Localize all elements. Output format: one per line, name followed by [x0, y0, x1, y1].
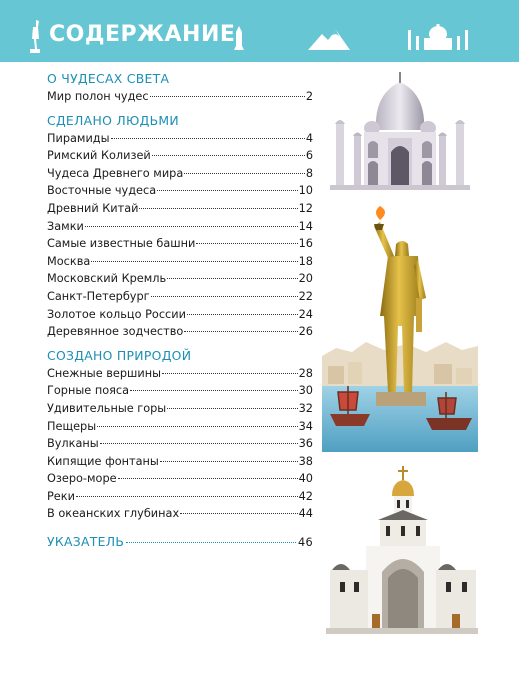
section-title: СОЗДАНО ПРИРОДОЙ	[47, 347, 192, 363]
toc-entry-label: Санкт-Петербург	[47, 289, 150, 303]
toc-entry[interactable]	[47, 418, 313, 436]
table-of-contents	[47, 70, 313, 551]
toc-entry-page: 34	[298, 419, 313, 433]
dot-leader	[97, 426, 297, 427]
toc-entry[interactable]	[47, 288, 313, 306]
toc-entry-label: Мир полон чудес	[47, 90, 149, 103]
toc-entry[interactable]	[47, 382, 313, 400]
toc-entry-label: Римский Колизей	[47, 149, 151, 163]
colossus-of-rhodes-illustration	[322, 206, 478, 452]
toc-entry-label: Самые известные башни	[47, 237, 196, 251]
toc-entry-page: 30	[298, 384, 313, 398]
toc-entry[interactable]	[47, 323, 313, 341]
toc-entry-label: Пирамиды	[47, 131, 110, 145]
toc-entry-label: Восточные чудеса	[47, 184, 157, 198]
toc-entry-page: 44	[298, 507, 313, 521]
dot-leader	[111, 138, 305, 139]
toc-entry[interactable]	[47, 88, 313, 106]
toc-entry-label: Пещеры	[47, 419, 97, 433]
toc-entry-page: 36	[298, 437, 313, 451]
toc-entry-label: Московский Кремль	[47, 272, 167, 286]
toc-entry[interactable]	[47, 165, 313, 183]
toc-entry[interactable]	[47, 400, 313, 418]
mountain-icon	[308, 28, 350, 50]
toc-entry-label: Кипящие фонтаны	[47, 454, 159, 468]
section-title: СДЕЛАНО ЛЮДЬМИ	[47, 112, 179, 128]
toc-entry-page: 40	[298, 472, 313, 486]
toc-entry-label: Горные пояса	[47, 384, 130, 398]
dot-leader	[100, 443, 298, 444]
dot-leader	[184, 173, 305, 174]
toc-entry-label: Озеро-море	[47, 472, 117, 486]
toc-entry-page: 32	[298, 401, 313, 415]
toc-entry[interactable]	[47, 306, 313, 324]
toc-entry-page: 22	[298, 289, 313, 303]
index-page: 46	[298, 536, 313, 550]
section-title: О ЧУДЕСАХ СВЕТА	[47, 71, 170, 86]
toc-entry-page: 10	[298, 184, 313, 198]
dot-leader	[167, 278, 298, 279]
toc-entry-page: 4	[305, 131, 313, 145]
toc-entry[interactable]	[47, 147, 313, 165]
toc-entry-label: В океанских глубинах	[47, 507, 180, 521]
toc-entry-page: 38	[298, 454, 313, 468]
toc-entry-page: 2	[305, 90, 313, 103]
golden-gate-vladimir-illustration	[326, 466, 478, 634]
dot-leader	[150, 96, 305, 97]
toc-entry[interactable]	[47, 453, 313, 471]
page-title: СОДЕРЖАНИЕ	[49, 22, 236, 47]
toc-entry-label: Вулканы	[47, 437, 99, 451]
dot-leader	[118, 478, 298, 479]
index-label: УКАЗАТЕЛЬ	[47, 534, 125, 550]
dot-leader	[187, 314, 298, 315]
toc-entry-page: 14	[298, 219, 313, 233]
dot-leader	[130, 390, 298, 391]
dot-leader	[76, 496, 298, 497]
toc-entry[interactable]	[47, 470, 313, 488]
toc-entry-page: 42	[298, 489, 313, 503]
toc-entry-page: 6	[305, 149, 313, 163]
toc-entry-label: Москва	[47, 254, 91, 268]
toc-entry-page: 8	[305, 166, 313, 180]
dot-leader	[91, 261, 297, 262]
toc-entry[interactable]	[47, 200, 313, 218]
toc-entry[interactable]	[47, 435, 313, 453]
toc-entry-label: Замки	[47, 219, 84, 233]
toc-entry-page: 24	[298, 307, 313, 321]
dot-leader	[126, 542, 296, 543]
toc-entry[interactable]	[47, 253, 313, 271]
dot-leader	[139, 208, 297, 209]
toc-entry[interactable]	[47, 130, 313, 148]
dot-leader	[152, 155, 305, 156]
dot-leader	[157, 190, 297, 191]
dot-leader	[184, 331, 297, 332]
statue-icon	[24, 18, 44, 56]
toc-entry-label: Снежные вершины	[47, 366, 162, 380]
index-entry[interactable]	[47, 533, 313, 551]
toc-entry-label: Чудеса Древнего мира	[47, 166, 184, 180]
toc-entry[interactable]	[47, 488, 313, 506]
toc-entry-label: Золотое кольцо России	[47, 307, 186, 321]
toc-entry-label: Деревянное зодчество	[47, 325, 184, 339]
header-band	[0, 0, 519, 62]
toc-entry[interactable]	[47, 182, 313, 200]
toc-entry-page: 18	[298, 254, 313, 268]
toc-entry-page: 20	[298, 272, 313, 286]
taj-mahal-icon	[406, 24, 470, 50]
dot-leader	[160, 461, 298, 462]
toc-entry[interactable]	[47, 218, 313, 236]
taj-mahal-illustration	[330, 72, 470, 190]
dot-leader	[196, 243, 297, 244]
obelisk-icon	[232, 26, 246, 50]
toc-entry-page: 26	[298, 325, 313, 339]
toc-entry-label: Реки	[47, 489, 75, 503]
dot-leader	[151, 296, 298, 297]
toc-entry-page: 28	[298, 366, 313, 380]
toc-entry-page: 12	[298, 201, 313, 215]
toc-entry-page: 16	[298, 237, 313, 251]
toc-entry-label: Древний Китай	[47, 201, 139, 215]
toc-entry[interactable]	[47, 235, 313, 253]
dot-leader	[162, 373, 298, 374]
dot-leader	[167, 408, 297, 409]
toc-entry[interactable]	[47, 505, 313, 523]
dot-leader	[180, 513, 297, 514]
dot-leader	[85, 226, 298, 227]
toc-entry-label: Удивительные горы	[47, 401, 167, 415]
toc-entry[interactable]	[47, 270, 313, 288]
toc-entry[interactable]	[47, 365, 313, 383]
